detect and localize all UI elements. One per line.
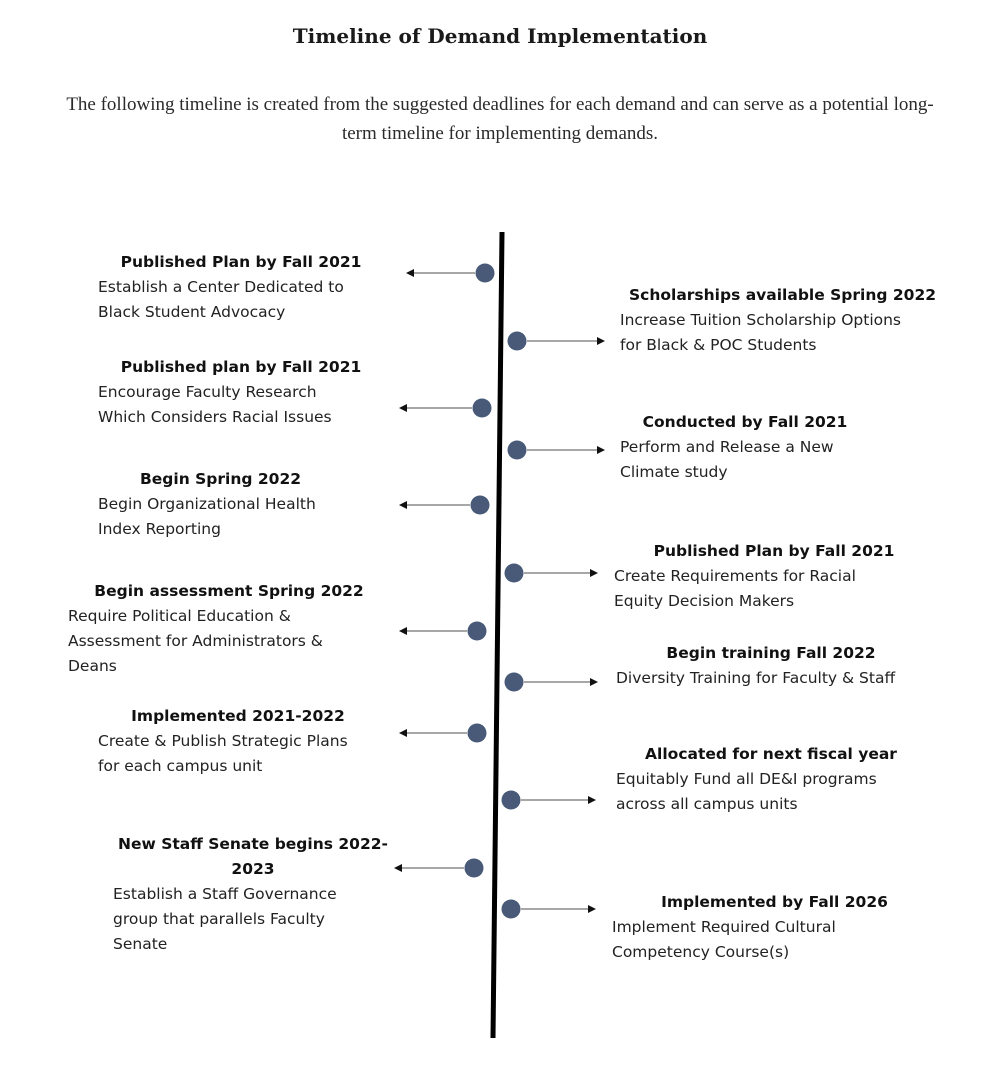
timeline-dot xyxy=(471,496,490,515)
item-description: Require Political Education & Assessment for Administrators & Deans xyxy=(68,607,323,675)
item-description: Implement Required Cultural Competency Course(s) xyxy=(612,918,836,961)
item-description: Diversity Training for Faculty & Staff xyxy=(616,669,896,687)
timeline-dot xyxy=(505,564,524,583)
right-item xyxy=(620,410,920,485)
left-item xyxy=(98,704,398,779)
left-item xyxy=(98,467,388,542)
right-item xyxy=(620,283,950,358)
item-description: Increase Tuition Scholarship Options for Black & POC Students xyxy=(620,311,902,354)
timeline-dot xyxy=(465,859,484,878)
item-heading: Begin assessment Spring 2022 xyxy=(94,582,364,600)
item-description: Encourage Faculty Research Which Considers Racial Issues xyxy=(98,383,332,426)
item-description: Create & Publish Strategic Plans for each campus unit xyxy=(98,732,348,775)
timeline-dot xyxy=(502,791,521,810)
item-heading: Implemented by Fall 2026 xyxy=(661,893,888,911)
timeline-dot xyxy=(473,399,492,418)
right-item xyxy=(616,641,946,691)
left-item xyxy=(68,579,388,679)
item-heading: Published Plan by Fall 2021 xyxy=(653,542,895,560)
page-title: Timeline of Demand Implementation xyxy=(292,24,708,48)
timeline-dot xyxy=(508,332,527,351)
left-item xyxy=(113,832,403,957)
item-description: Create Requirements for Racial Equity Decision Makers xyxy=(614,567,856,610)
item-description: Begin Organizational Health Index Reporting xyxy=(98,495,316,538)
item-heading: Begin Spring 2022 xyxy=(139,470,302,488)
intro-paragraph: The following timeline is created from the suggested deadlines for each demand and can serve as a potential long-term timeline for implementing demands. xyxy=(66,94,934,144)
right-item xyxy=(612,890,942,965)
item-heading: Allocated for next fiscal year xyxy=(645,745,897,763)
left-item xyxy=(98,355,388,430)
item-heading: New Staff Senate begins 2022- 2023 xyxy=(118,835,388,878)
item-heading: Begin training Fall 2022 xyxy=(666,644,876,662)
item-heading: Conducted by Fall 2021 xyxy=(642,413,848,431)
left-item xyxy=(98,250,388,325)
item-description: Establish a Staff Governance group that parallels Faculty Senate xyxy=(113,885,337,953)
timeline-dot xyxy=(468,724,487,743)
item-description: Establish a Center Dedicated to Black Student Advocacy xyxy=(98,278,344,321)
timeline-dot xyxy=(505,673,524,692)
item-heading: Published plan by Fall 2021 xyxy=(120,358,362,376)
item-heading: Scholarships available Spring 2022 xyxy=(628,286,937,304)
timeline-axis xyxy=(493,232,502,1038)
item-description: Equitably Fund all DE&I programs across all campus units xyxy=(616,770,877,813)
timeline-dot xyxy=(468,622,487,641)
item-heading: Published Plan by Fall 2021 xyxy=(120,253,362,271)
item-description: Perform and Release a New Climate study xyxy=(620,438,834,481)
timeline-dot xyxy=(502,900,521,919)
timeline-dot xyxy=(508,441,527,460)
timeline-dot xyxy=(476,264,495,283)
right-item xyxy=(614,539,944,614)
right-item xyxy=(616,742,946,817)
item-heading: Implemented 2021-2022 xyxy=(131,707,345,725)
